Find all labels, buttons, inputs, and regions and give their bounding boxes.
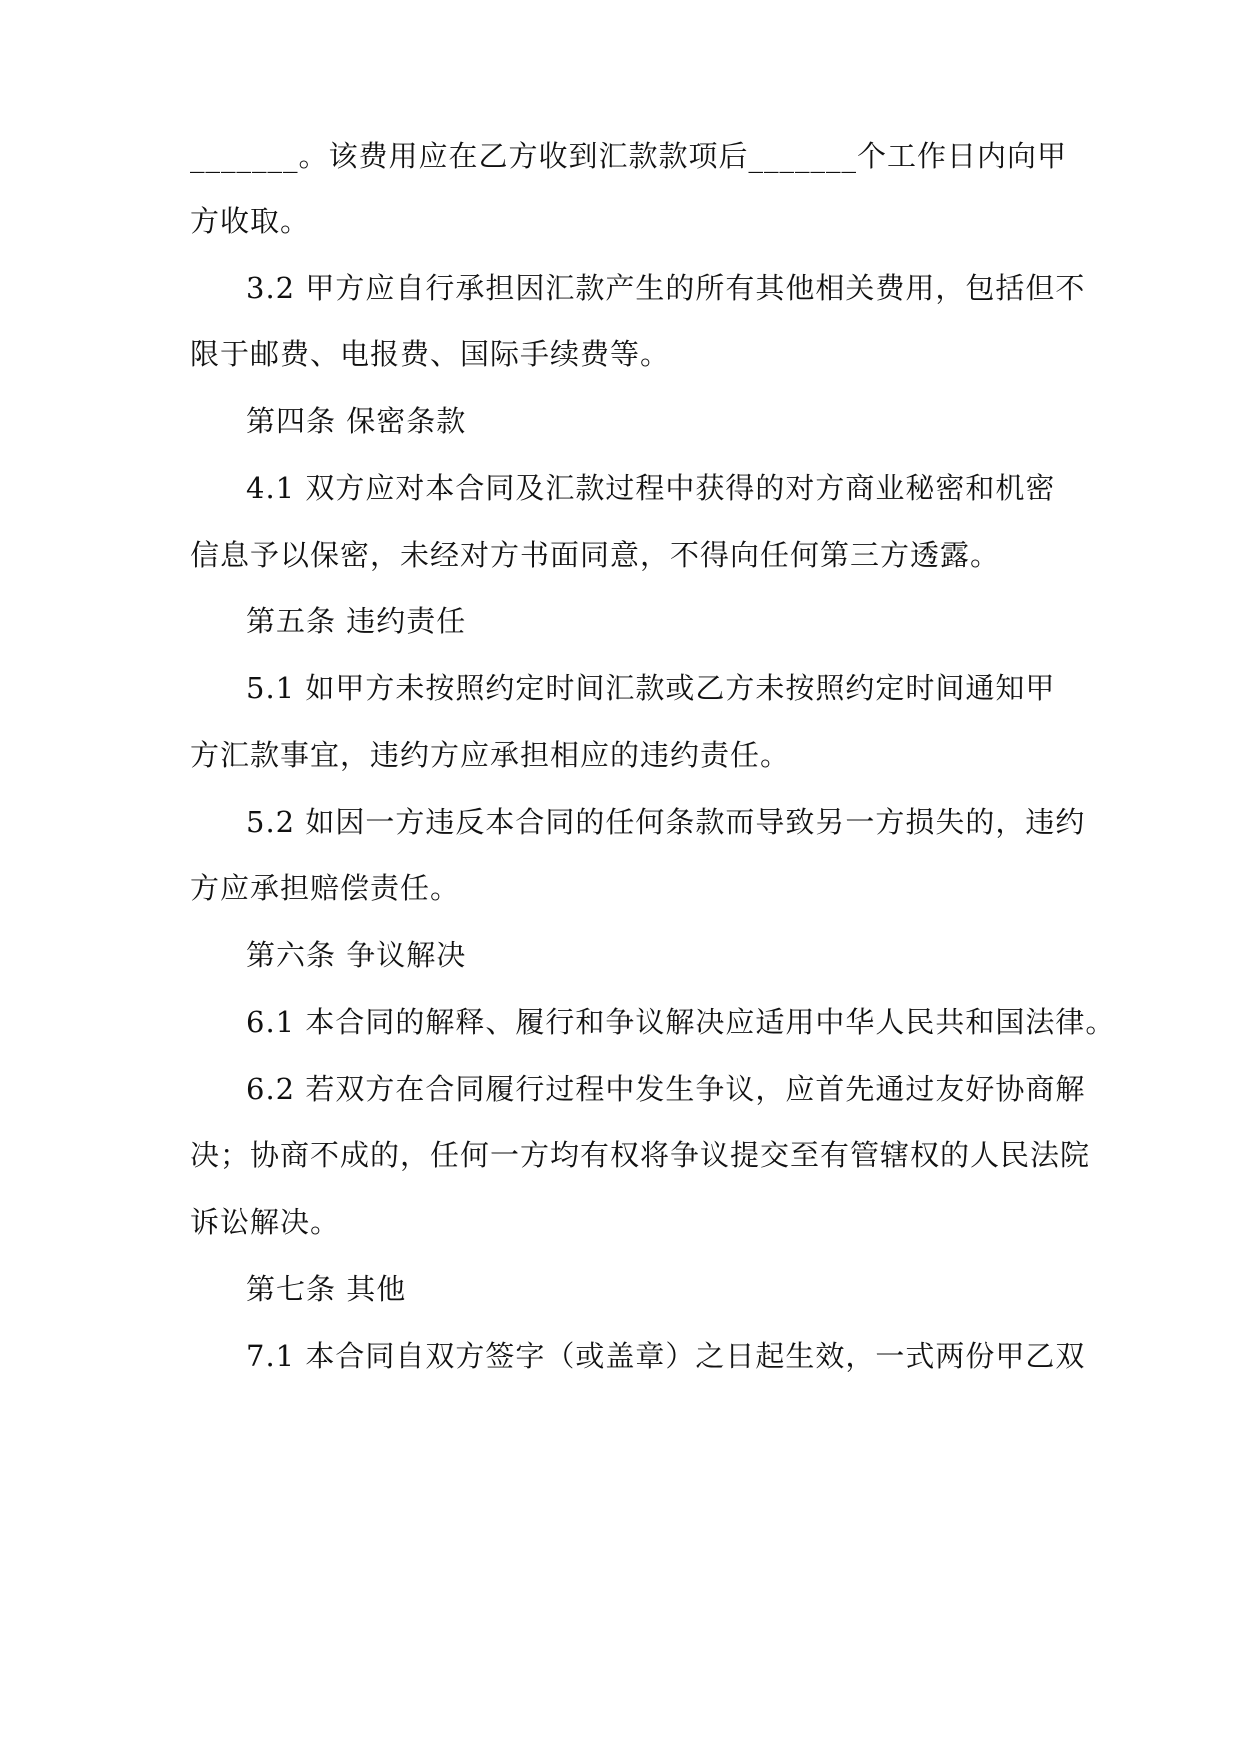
text-line: 限于邮费、电报费、国际手续费等。 [190,337,671,371]
clause-3-2: 3.2 甲方应自行承担因汇款产生的所有其他相关费用，包括但不 [246,271,1086,305]
clause-6-1: 6.1 本合同的解释、履行和争议解决应适用中华人民共和国法律。 [246,1005,1116,1039]
article-7-heading: 第七条 其他 [246,1272,407,1306]
text-line: 方应承担赔偿责任。 [190,871,461,905]
clause-5-2: 5.2 如因一方违反本合同的任何条款而导致另一方损失的，违约 [246,805,1086,839]
clause-6-2: 6.2 若双方在合同履行过程中发生争议，应首先通过友好协商解 [246,1072,1086,1106]
text-line: 方汇款事宜，违约方应承担相应的违约责任。 [190,738,791,772]
text-line: _______。该费用应在乙方收到汇款款项后_______个工作日内向甲 [190,139,1068,173]
text-line: 诉讼解决。 [190,1205,341,1239]
article-4-heading: 第四条 保密条款 [246,404,467,438]
text-line: 信息予以保密，未经对方书面同意，不得向任何第三方透露。 [190,538,1001,572]
clause-5-1: 5.1 如甲方未按照约定时间汇款或乙方未按照约定时间通知甲 [246,671,1056,705]
article-6-heading: 第六条 争议解决 [246,938,467,972]
clause-7-1: 7.1 本合同自双方签字（或盖章）之日起生效，一式两份甲乙双 [246,1339,1086,1373]
text-line: 方收取。 [190,204,311,238]
text-line: 决；协商不成的，任何一方均有权将争议提交至有管辖权的人民法院 [190,1138,1091,1172]
clause-4-1: 4.1 双方应对本合同及汇款过程中获得的对方商业秘密和机密 [246,471,1056,505]
article-5-heading: 第五条 违约责任 [246,604,467,638]
